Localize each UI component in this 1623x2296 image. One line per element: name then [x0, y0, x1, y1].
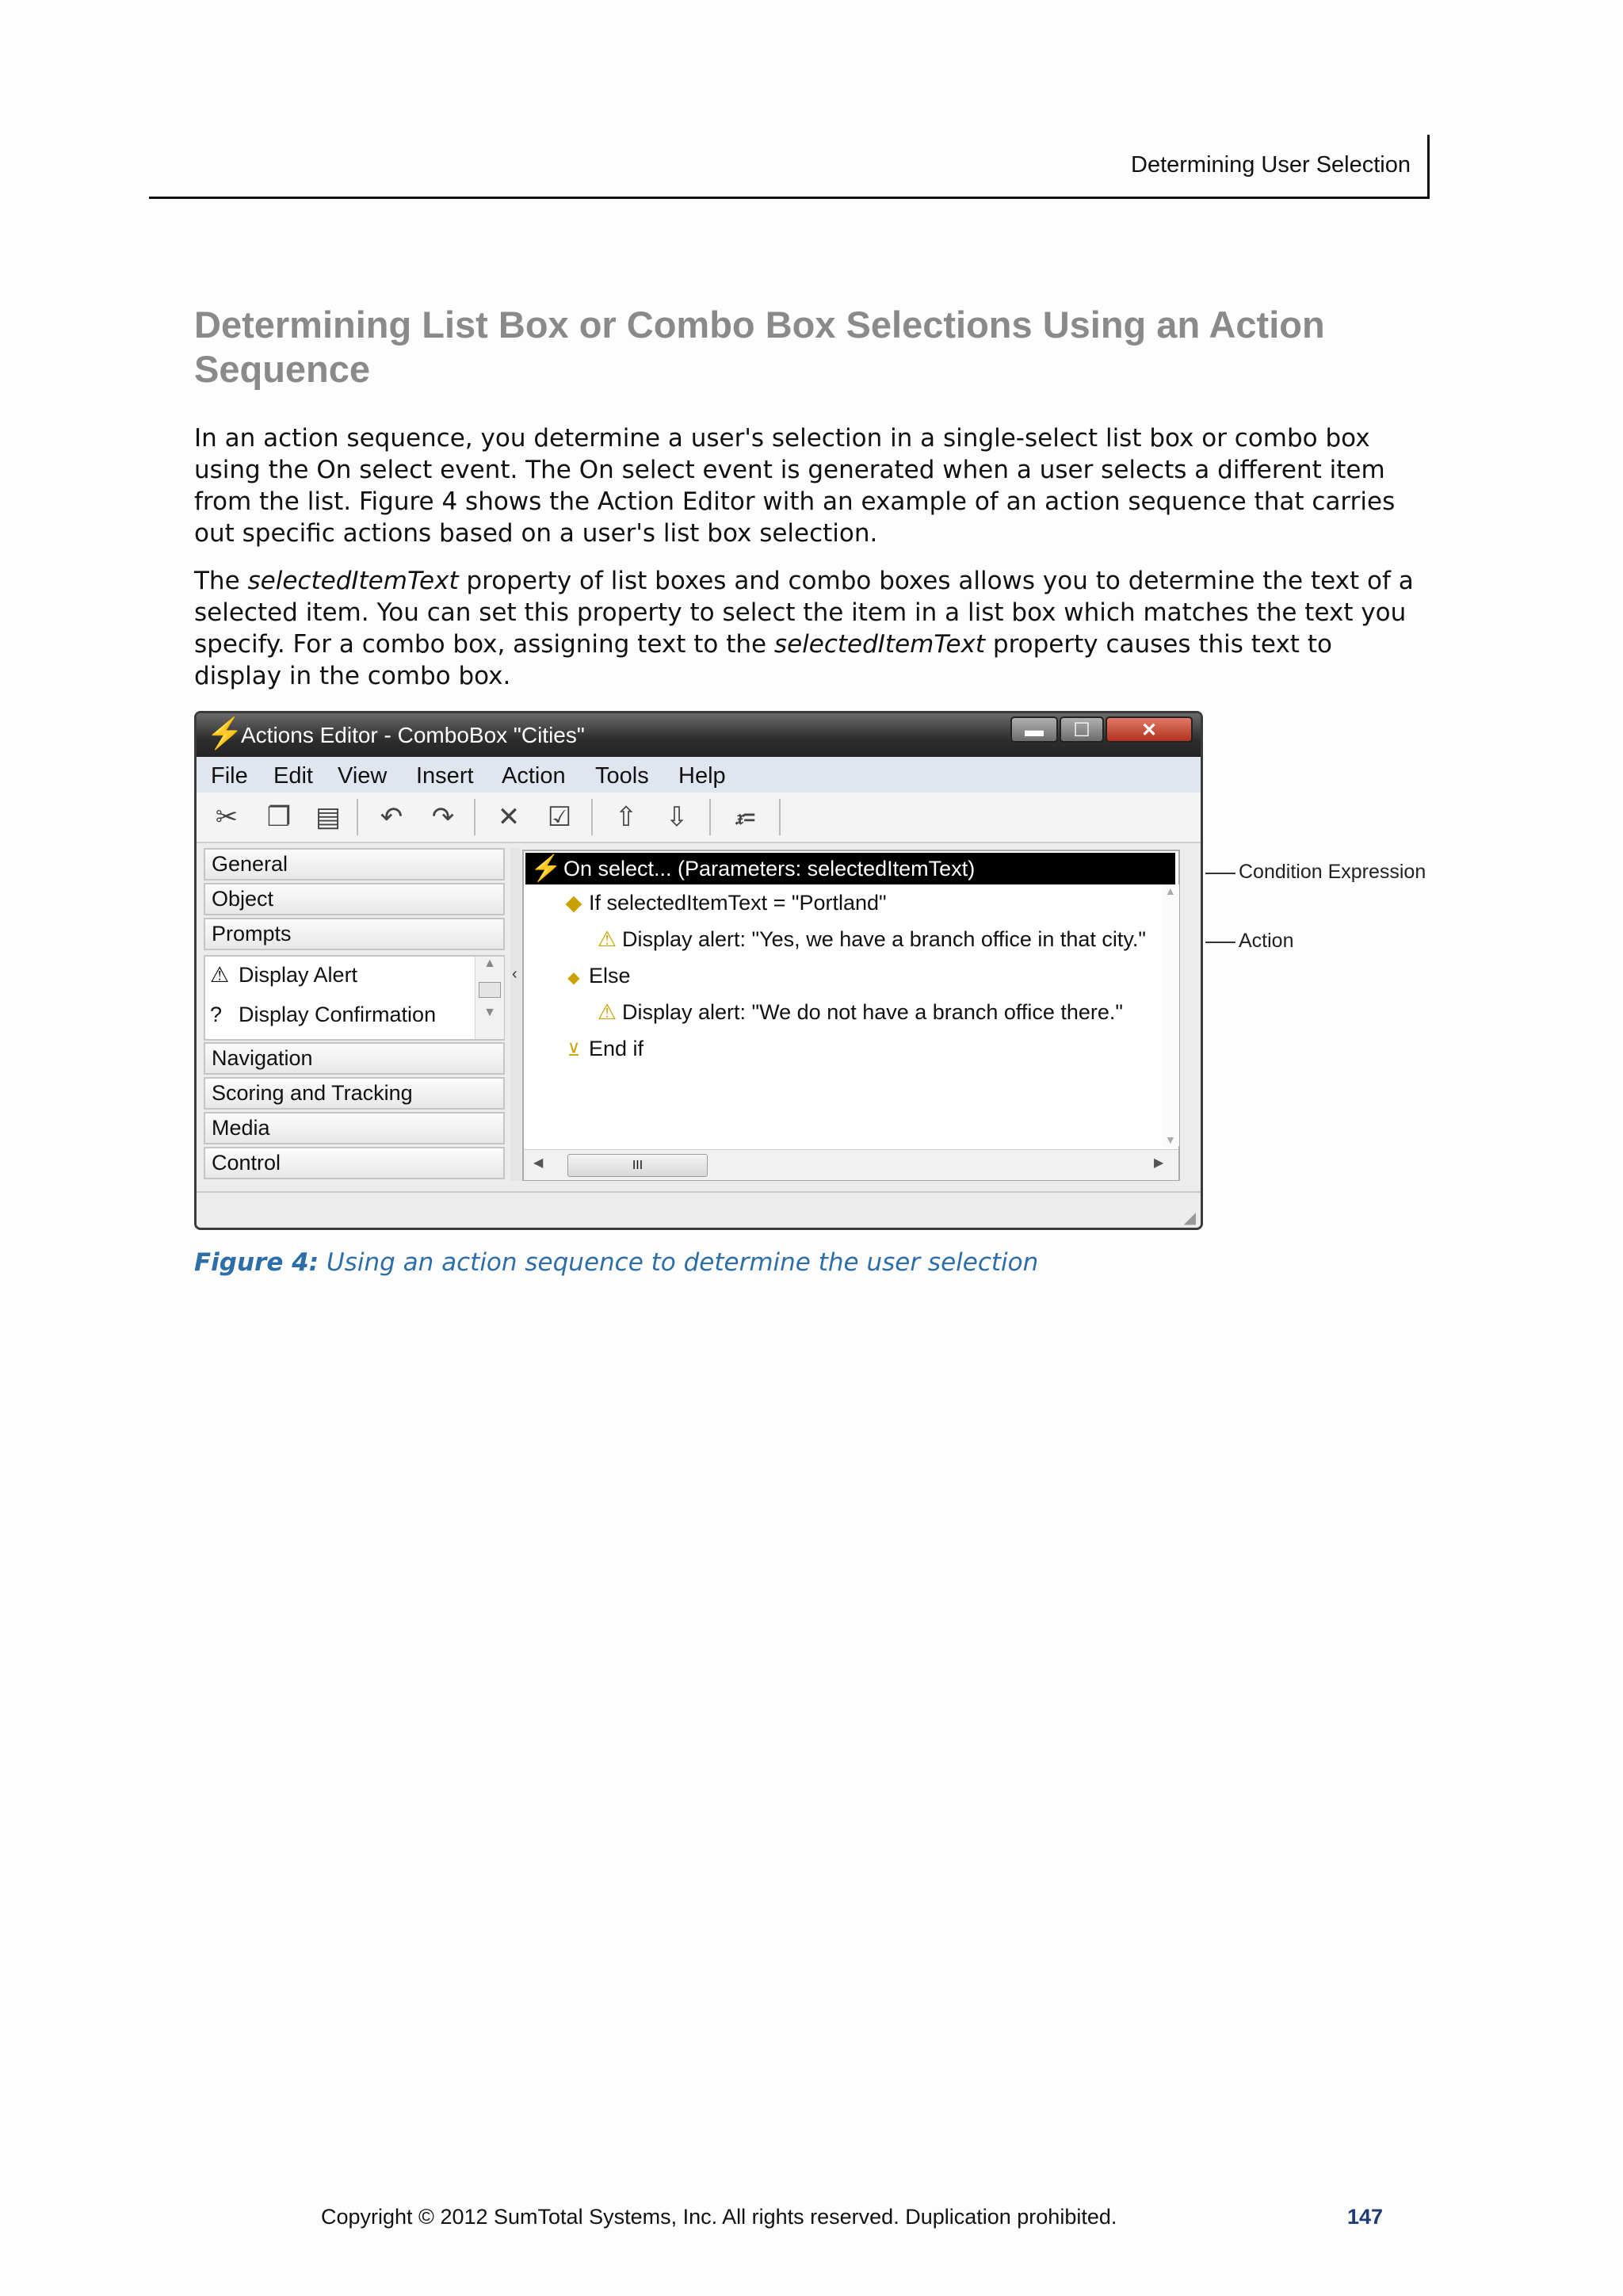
toolbar [197, 793, 1201, 843]
property-name: selectedItemText [773, 630, 986, 659]
paragraph-text: The [194, 567, 248, 595]
minimize-icon: ▬ [1025, 720, 1044, 741]
action-row[interactable] [592, 927, 1146, 952]
end-if-row[interactable] [559, 1037, 643, 1061]
lightning-icon: ⚡ [530, 854, 562, 882]
end-if-text: End if [589, 1037, 644, 1060]
event-row[interactable] [525, 853, 1175, 884]
toolbar-separator [779, 799, 781, 835]
undo-icon[interactable]: ↶ [380, 802, 403, 832]
menu-help[interactable]: Help [678, 763, 726, 789]
collapse-arrow-icon[interactable]: ‹ [512, 965, 517, 983]
paragraph-intro: In an action sequence, you determine a user's selection in a single-select list box or combo box using the On select event. The On select event is generated when a user selects a different item from the list. Figure 4 shows the Action Editor with an example of an action sequence that carries out specific actions based on a user's list box selection. [194, 424, 1396, 548]
window-title: Actions Editor - ComboBox "Cities" [241, 723, 585, 747]
menu-action[interactable]: Action [502, 763, 566, 789]
else-icon: ◆ [567, 969, 580, 987]
list-item-label: Display Confirmation [239, 1003, 437, 1026]
callout-line-condition [1205, 873, 1235, 874]
category-media[interactable]: Media [204, 1112, 505, 1144]
paste-icon[interactable]: ▤ [315, 802, 342, 832]
paragraph-text: property causes this text to display in the combo box. [194, 630, 1332, 690]
header-tick [1427, 135, 1430, 199]
move-down-icon[interactable]: ⇩ [665, 802, 689, 832]
category-general[interactable]: General [204, 848, 505, 881]
end-if-icon: ⊻ [567, 1040, 581, 1060]
warning-icon: ⚠ [210, 963, 230, 987]
move-up-icon[interactable]: ⇧ [614, 802, 638, 832]
scroll-up-icon[interactable]: ▲ [483, 957, 496, 970]
callout-condition-expression: Condition Expression [1239, 861, 1426, 883]
running-header: Determining User Selection [1131, 152, 1411, 178]
category-panel [204, 848, 508, 1181]
toolbar-separator [357, 799, 358, 835]
category-object[interactable]: Object [204, 883, 505, 915]
action-text: Display alert: "We do not have a branch office there." [622, 1000, 1124, 1024]
header-rule [149, 197, 1430, 199]
scroll-up-icon[interactable]: ▲ [1165, 884, 1176, 897]
list-item-display-confirmation[interactable] [210, 1003, 436, 1027]
figure-label: Figure 4: [194, 1248, 319, 1277]
list-item-display-alert[interactable] [210, 963, 357, 988]
section-title: Determining List Box or Combo Box Selections Using an Action Sequence [194, 304, 1325, 390]
figure-caption-text: Using an action sequence to determine the user selection [319, 1248, 1039, 1277]
copy-icon[interactable]: ❐ [266, 802, 292, 832]
scroll-down-icon[interactable]: ▼ [1165, 1133, 1176, 1146]
category-navigation[interactable]: Navigation [204, 1042, 505, 1075]
toolbar-separator [474, 799, 475, 835]
else-text: Else [589, 964, 631, 988]
status-bar [197, 1191, 1201, 1229]
question-icon: ? [210, 1003, 223, 1026]
menu-insert[interactable]: Insert [416, 763, 474, 789]
delete-icon[interactable]: ✕ [497, 802, 521, 832]
menu-edit[interactable]: Edit [273, 763, 313, 789]
footer-copyright: Copyright © 2012 SumTotal Systems, Inc. All rights reserved. Duplication prohibited. [321, 2205, 1117, 2229]
cut-icon[interactable]: ✂ [215, 802, 239, 832]
panel-splitter[interactable] [510, 848, 521, 1181]
minimize-button[interactable] [1010, 716, 1058, 743]
lightning-icon: ⚡ [206, 717, 244, 751]
figure-caption [194, 1248, 1038, 1277]
action-sequence-editor [522, 850, 1180, 1181]
editor-horizontal-scrollbar[interactable] [524, 1149, 1178, 1180]
scroll-down-icon[interactable]: ▼ [483, 1006, 496, 1019]
page-number: 147 [1347, 2205, 1384, 2229]
expression-icon[interactable]: 𝔵= [735, 805, 755, 829]
action-text: Display alert: "Yes, we have a branch office in that city." [622, 927, 1147, 951]
warning-icon: ⚠ [597, 1000, 617, 1024]
resize-grip-icon[interactable]: ◢ [1183, 1209, 1196, 1227]
property-name: selectedItemText [247, 567, 459, 595]
category-scoring-and-tracking[interactable]: Scoring and Tracking [204, 1077, 505, 1110]
paragraph-selected-item-text [194, 565, 1415, 692]
close-button[interactable] [1106, 716, 1193, 743]
scroll-thumb[interactable]: III [567, 1154, 708, 1177]
close-icon: ✕ [1140, 720, 1158, 741]
prompts-list [204, 955, 505, 1041]
warning-icon: ⚠ [597, 927, 617, 951]
menu-bar [197, 757, 1201, 793]
actions-editor-window [194, 711, 1203, 1230]
window-titlebar[interactable] [197, 713, 1201, 757]
scroll-right-icon[interactable]: ▶ [1154, 1156, 1164, 1170]
scroll-left-icon[interactable]: ◀ [533, 1156, 544, 1170]
list-scrollbar[interactable] [475, 957, 504, 1039]
condition-text: If selectedItemText = "Portland" [589, 891, 887, 915]
callout-action: Action [1239, 930, 1294, 952]
action-row[interactable] [592, 1000, 1123, 1025]
list-item-label: Display Alert [239, 963, 358, 987]
scroll-thumb[interactable] [479, 982, 501, 998]
callout-line-action [1205, 942, 1235, 943]
properties-icon[interactable]: ☑ [547, 802, 572, 832]
editor-vertical-scrollbar[interactable] [1162, 884, 1179, 1146]
menu-tools[interactable]: Tools [595, 763, 649, 789]
menu-file[interactable]: File [211, 763, 248, 789]
event-label: On select... (Parameters: selectedItemText) [563, 857, 976, 881]
toolbar-separator [591, 799, 593, 835]
redo-icon[interactable]: ↷ [431, 802, 455, 832]
category-prompts[interactable]: Prompts [204, 918, 505, 950]
else-row[interactable] [559, 964, 631, 988]
if-condition-row[interactable] [559, 891, 887, 915]
category-control[interactable]: Control [204, 1147, 505, 1179]
maximize-icon: ☐ [1073, 720, 1090, 741]
paragraph-text: property of list boxes and combo boxes allows you to determine the text of a selected item. You can set this property to select the item in a list box which matches the text you specify. For a combo box, assigning text to the [194, 567, 1414, 659]
condition-icon: ◆ [565, 891, 582, 915]
menu-view[interactable]: View [338, 763, 388, 789]
toolbar-separator [709, 799, 711, 835]
maximize-button[interactable] [1060, 716, 1104, 743]
